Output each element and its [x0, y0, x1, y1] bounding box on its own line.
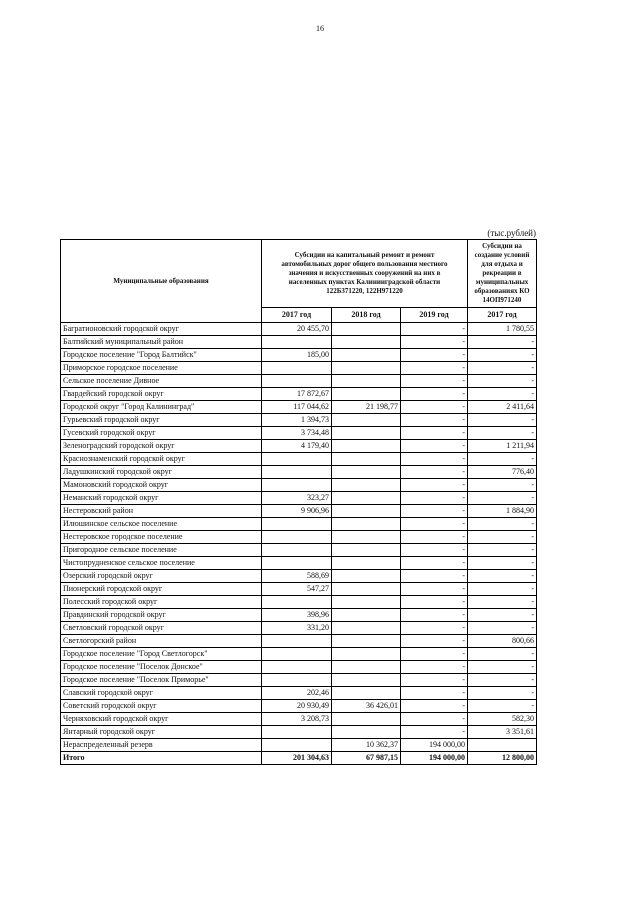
municipality-cell: Илюшинское сельское поселение — [61, 518, 262, 531]
value-cell — [332, 674, 401, 687]
value-cell: 1 394,73 — [262, 414, 332, 427]
table-row — [61, 674, 537, 687]
municipality-cell: Нераспределенный резерв — [61, 739, 262, 752]
value-cell: 117 044,62 — [262, 401, 332, 414]
value-cell — [332, 648, 401, 661]
value-cell: - — [468, 336, 537, 349]
value-cell: - — [401, 661, 468, 674]
value-cell: - — [468, 570, 537, 583]
table-row — [61, 583, 537, 596]
table-row — [61, 609, 537, 622]
value-cell: 582,30 — [468, 713, 537, 726]
value-cell — [332, 336, 401, 349]
value-cell: - — [468, 479, 537, 492]
municipality-cell: Зеленоградский городской округ — [61, 440, 262, 453]
total-cell: 67 987,15 — [332, 752, 401, 765]
value-cell: 20 930,49 — [262, 700, 332, 713]
unit-note: (тыс.рублей) — [487, 228, 536, 238]
value-cell — [262, 531, 332, 544]
value-cell — [332, 661, 401, 674]
value-cell — [332, 596, 401, 609]
value-cell: 3 208,73 — [262, 713, 332, 726]
value-cell: - — [468, 557, 537, 570]
table-row — [61, 687, 537, 700]
value-cell: 588,69 — [262, 570, 332, 583]
value-cell: - — [401, 674, 468, 687]
total-label: Итого — [61, 752, 262, 765]
municipality-cell: Краснознаменский городской округ — [61, 453, 262, 466]
value-cell: 17 872,67 — [262, 388, 332, 401]
table-row — [61, 544, 537, 557]
value-cell: - — [401, 648, 468, 661]
total-cell: 201 304,63 — [262, 752, 332, 765]
value-cell: - — [401, 609, 468, 622]
municipality-cell: Приморское городское поселение — [61, 362, 262, 375]
value-cell: - — [401, 453, 468, 466]
municipality-cell: Городское поселение "Город Балтийск" — [61, 349, 262, 362]
value-cell: - — [468, 453, 537, 466]
value-cell — [332, 375, 401, 388]
table-row — [61, 505, 537, 518]
value-cell — [262, 362, 332, 375]
value-cell — [332, 531, 401, 544]
value-cell: 36 426,01 — [332, 700, 401, 713]
table-row — [61, 726, 537, 739]
value-cell: 398,96 — [262, 609, 332, 622]
total-cell: 194 000,00 — [401, 752, 468, 765]
value-cell: - — [401, 427, 468, 440]
value-cell: - — [401, 687, 468, 700]
value-cell: - — [401, 375, 468, 388]
value-cell: 1 780,55 — [468, 323, 537, 336]
value-cell — [332, 726, 401, 739]
value-cell: - — [401, 323, 468, 336]
municipality-cell: Пионерский городской округ — [61, 583, 262, 596]
municipality-cell: Советский городской округ — [61, 700, 262, 713]
table-row — [61, 492, 537, 505]
value-cell — [332, 323, 401, 336]
value-cell: - — [401, 583, 468, 596]
value-cell: - — [468, 674, 537, 687]
value-cell — [332, 557, 401, 570]
value-cell: 1 884,90 — [468, 505, 537, 518]
table-row — [61, 375, 537, 388]
header-recreation-subsidy: Субсидии на создание условий для отдыха и рекреации в муниципальных образованиях КО 14ОП971240 — [468, 240, 537, 308]
value-cell — [332, 479, 401, 492]
value-cell — [332, 362, 401, 375]
value-cell: - — [401, 505, 468, 518]
value-cell: 194 000,00 — [401, 739, 468, 752]
value-cell: - — [401, 479, 468, 492]
value-cell: 3 734,48 — [262, 427, 332, 440]
value-cell: - — [401, 726, 468, 739]
municipality-cell: Сельское поселение Дивное — [61, 375, 262, 388]
municipality-cell: Черняховский городской округ — [61, 713, 262, 726]
municipality-cell: Нестеровское городское поселение — [61, 531, 262, 544]
value-cell — [262, 479, 332, 492]
value-cell — [332, 544, 401, 557]
value-cell — [468, 739, 537, 752]
value-cell: - — [468, 622, 537, 635]
table-row — [61, 713, 537, 726]
header-municipality: Муниципальные образования — [61, 240, 262, 323]
value-cell — [332, 687, 401, 700]
value-cell: - — [468, 362, 537, 375]
value-cell: - — [401, 570, 468, 583]
table-row — [61, 739, 537, 752]
value-cell: - — [401, 531, 468, 544]
municipality-cell: Славский городской округ — [61, 687, 262, 700]
municipality-cell: Городское поселение "Город Светлогорск" — [61, 648, 262, 661]
municipality-cell: Пригородное сельское поселение — [61, 544, 262, 557]
page-number: 16 — [316, 24, 324, 33]
table-row — [61, 596, 537, 609]
value-cell: - — [468, 414, 537, 427]
value-cell: - — [401, 557, 468, 570]
table-row — [61, 388, 537, 401]
value-cell — [332, 466, 401, 479]
value-cell: 323,27 — [262, 492, 332, 505]
year-header: 2017 год — [468, 308, 537, 323]
value-cell: 800,66 — [468, 635, 537, 648]
value-cell: - — [468, 687, 537, 700]
value-cell: - — [401, 401, 468, 414]
value-cell: - — [401, 440, 468, 453]
value-cell: - — [401, 414, 468, 427]
municipality-cell: Ладушкинский городской округ — [61, 466, 262, 479]
table-row — [61, 453, 537, 466]
value-cell: - — [468, 609, 537, 622]
value-cell: 3 351,61 — [468, 726, 537, 739]
table-row — [61, 479, 537, 492]
table-row — [61, 661, 537, 674]
value-cell — [262, 453, 332, 466]
municipality-cell: Нестеровский район — [61, 505, 262, 518]
value-cell — [332, 570, 401, 583]
header-row — [61, 240, 537, 308]
table-row — [61, 323, 537, 336]
value-cell: - — [401, 518, 468, 531]
municipality-cell: Городской округ "Город Калининград" — [61, 401, 262, 414]
value-cell: - — [468, 661, 537, 674]
total-row — [61, 752, 537, 765]
value-cell — [262, 544, 332, 557]
value-cell: - — [401, 622, 468, 635]
value-cell: 1 211,94 — [468, 440, 537, 453]
value-cell: - — [401, 388, 468, 401]
subsidy-table — [60, 239, 537, 765]
value-cell: 331,20 — [262, 622, 332, 635]
municipality-cell: Городское поселение "Поселок Донское" — [61, 661, 262, 674]
table-row — [61, 622, 537, 635]
value-cell: 9 906,96 — [262, 505, 332, 518]
value-cell: - — [401, 544, 468, 557]
table-row — [61, 531, 537, 544]
municipality-cell: Правдинский городской округ — [61, 609, 262, 622]
value-cell — [262, 648, 332, 661]
value-cell — [262, 518, 332, 531]
value-cell — [262, 739, 332, 752]
value-cell — [332, 518, 401, 531]
value-cell — [332, 609, 401, 622]
value-cell — [332, 414, 401, 427]
municipality-cell: Балтийский муниципальный район — [61, 336, 262, 349]
total-cell: 12 800,00 — [468, 752, 537, 765]
value-cell: - — [468, 388, 537, 401]
value-cell — [262, 557, 332, 570]
value-cell: - — [468, 596, 537, 609]
table-row — [61, 518, 537, 531]
value-cell — [262, 726, 332, 739]
value-cell — [332, 427, 401, 440]
table-row — [61, 570, 537, 583]
table-row — [61, 700, 537, 713]
table-row — [61, 440, 537, 453]
value-cell: - — [401, 349, 468, 362]
value-cell — [332, 622, 401, 635]
value-cell: 185,00 — [262, 349, 332, 362]
municipality-cell: Гвардейский городской округ — [61, 388, 262, 401]
year-header: 2018 год — [332, 308, 401, 323]
value-cell — [332, 388, 401, 401]
municipality-cell: Городское поселение "Поселок Приморье" — [61, 674, 262, 687]
value-cell — [332, 635, 401, 648]
municipality-cell: Гурьевский городской округ — [61, 414, 262, 427]
value-cell — [262, 466, 332, 479]
table-row — [61, 635, 537, 648]
value-cell: - — [468, 700, 537, 713]
value-cell: - — [401, 635, 468, 648]
value-cell: 776,40 — [468, 466, 537, 479]
value-cell: - — [401, 362, 468, 375]
value-cell: 2 411,64 — [468, 401, 537, 414]
value-cell: - — [401, 336, 468, 349]
value-cell: - — [468, 583, 537, 596]
municipality-cell: Неманский городской округ — [61, 492, 262, 505]
value-cell — [262, 375, 332, 388]
value-cell — [332, 492, 401, 505]
value-cell — [332, 505, 401, 518]
table-row — [61, 427, 537, 440]
value-cell — [332, 349, 401, 362]
value-cell: - — [468, 492, 537, 505]
municipality-cell: Гусевский городской округ — [61, 427, 262, 440]
table-row — [61, 557, 537, 570]
value-cell: - — [468, 648, 537, 661]
value-cell: 20 455,70 — [262, 323, 332, 336]
value-cell — [332, 713, 401, 726]
value-cell — [332, 583, 401, 596]
value-cell — [332, 440, 401, 453]
year-header: 2019 год — [401, 308, 468, 323]
table-row — [61, 648, 537, 661]
municipality-cell: Полесский городской округ — [61, 596, 262, 609]
value-cell: - — [468, 375, 537, 388]
value-cell: - — [468, 544, 537, 557]
value-cell: - — [401, 700, 468, 713]
table-body — [61, 323, 537, 752]
table-row — [61, 349, 537, 362]
table-row — [61, 466, 537, 479]
year-header: 2017 год — [262, 308, 332, 323]
municipality-cell: Багратионовский городской округ — [61, 323, 262, 336]
value-cell — [262, 661, 332, 674]
value-cell: 21 198,77 — [332, 401, 401, 414]
header-road-subsidy: Субсидии на капитальный ремонт и ремонт автомобильных дорог общего пользования местного значения и искусственных сооружений на них в населенных пунктах Калининградской области 122Б371220, 122Н971220 — [262, 240, 468, 308]
municipality-cell: Светловский городской округ — [61, 622, 262, 635]
table-row — [61, 336, 537, 349]
value-cell: - — [468, 518, 537, 531]
value-cell: - — [401, 713, 468, 726]
value-cell: 547,27 — [262, 583, 332, 596]
value-cell: - — [468, 349, 537, 362]
table-row — [61, 414, 537, 427]
table-row — [61, 362, 537, 375]
municipality-cell: Чистопрудненское сельское поселение — [61, 557, 262, 570]
value-cell: 10 362,37 — [332, 739, 401, 752]
value-cell: - — [401, 492, 468, 505]
value-cell: - — [468, 427, 537, 440]
value-cell: - — [401, 596, 468, 609]
value-cell — [262, 596, 332, 609]
value-cell: - — [401, 466, 468, 479]
table-row — [61, 401, 537, 414]
municipality-cell: Янтарный городской округ — [61, 726, 262, 739]
value-cell — [262, 635, 332, 648]
value-cell — [332, 453, 401, 466]
value-cell — [262, 674, 332, 687]
municipality-cell: Мамоновский городской округ — [61, 479, 262, 492]
value-cell — [262, 336, 332, 349]
municipality-cell: Озерский городской округ — [61, 570, 262, 583]
value-cell: 202,46 — [262, 687, 332, 700]
municipality-cell: Светлогорский район — [61, 635, 262, 648]
value-cell: - — [468, 531, 537, 544]
value-cell: 4 179,40 — [262, 440, 332, 453]
